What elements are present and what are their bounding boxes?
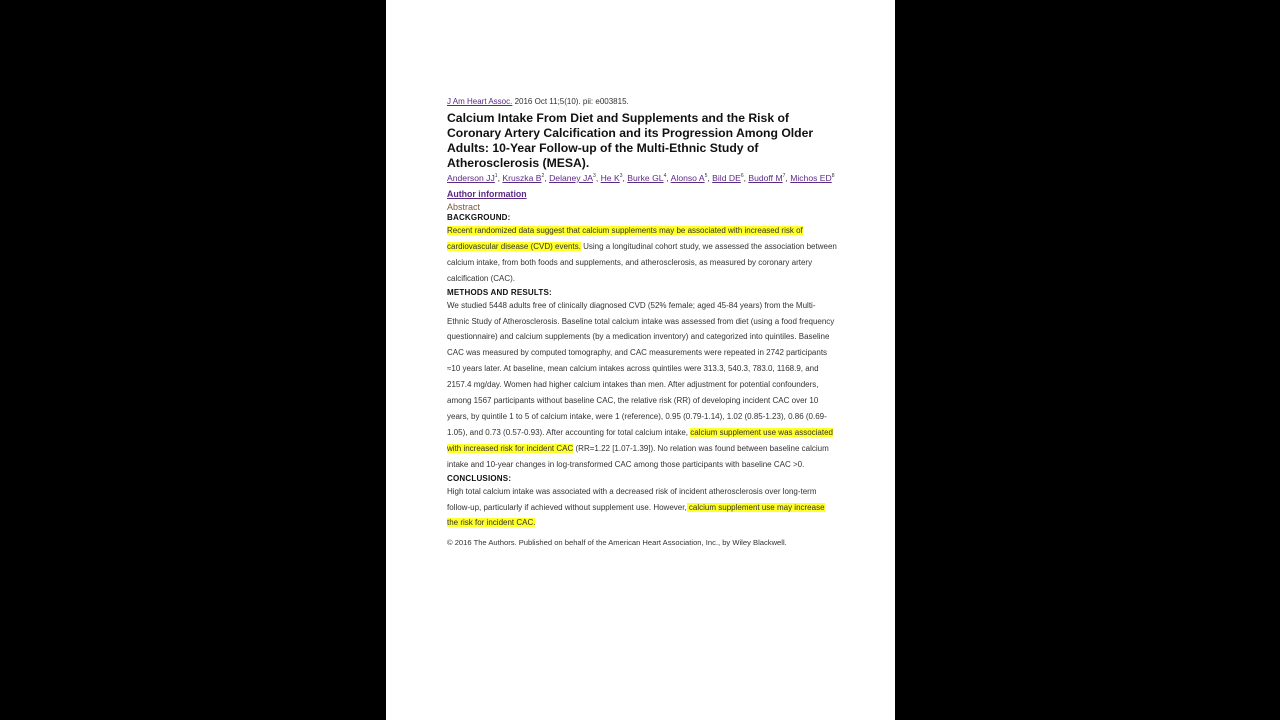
author-affiliation: 1 bbox=[494, 173, 498, 180]
author-link[interactable]: Bild DE bbox=[712, 173, 741, 183]
author-link[interactable]: He K bbox=[600, 173, 620, 183]
author-link[interactable]: Anderson JJ bbox=[447, 173, 495, 183]
copyright-notice: © 2016 The Authors. Published on behalf of the American Heart Association, Inc., by Wiley Blackwell. bbox=[447, 538, 787, 548]
document-page bbox=[386, 0, 895, 720]
background-body: Using a longitudinal cohort study, we assessed the association between calcium intake, from both foods and supplements, and atherosclerosis, as measured by coronary artery calcification (CAC). bbox=[447, 241, 837, 283]
author-link[interactable]: Budoff M bbox=[748, 173, 783, 183]
abstract-content bbox=[447, 96, 837, 548]
author-affiliation: 5 bbox=[704, 173, 708, 180]
conclusions-body: High total calcium intake was associated with a decreased risk of incident atherosclerosis over long-term follow-up, particularly if achieved without supplement use. However, bbox=[447, 486, 817, 512]
author-information-link[interactable]: Author information bbox=[447, 189, 527, 199]
methods-text bbox=[447, 298, 837, 473]
conclusions-highlight: calcium supplement use may increase the risk for incident CAC. bbox=[447, 502, 825, 528]
author-link[interactable]: Alonso A bbox=[670, 173, 705, 183]
author-affiliation: 7 bbox=[782, 173, 786, 180]
article-title: Calcium Intake From Diet and Supplements and the Risk of Coronary Artery Calcification and its Progression Among Older Adults: 10-Year Follow-up of the Multi-Ethnic Study of Atherosclerosis (MESA). bbox=[447, 111, 814, 170]
background-highlight: Recent randomized data suggest that calcium supplements may be associated with increased risk of cardiovascular disease (CVD) events. bbox=[447, 226, 803, 251]
conclusions-text bbox=[447, 484, 837, 532]
abstract-label: Abstract bbox=[447, 202, 481, 212]
citation bbox=[447, 96, 837, 107]
author-affiliation: 4 bbox=[663, 173, 667, 180]
author-affiliation: 3 bbox=[619, 173, 623, 180]
author-affiliation: 6 bbox=[740, 173, 744, 180]
citation-details: 2016 Oct 11;5(10). pii: e003815. bbox=[512, 97, 629, 106]
author-link[interactable]: Delaney JA bbox=[549, 173, 594, 183]
journal-link[interactable]: J Am Heart Assoc. bbox=[447, 97, 513, 106]
author-list: Anderson $JJ^1$, Kruszka $B^2$, Delaney $JA^3$, He $K^3$, Burke $GL^4$, Alonso $A^5$, Bild $DE^6$, Budoff $M^7$, Michos $ED^8$ bbox=[447, 173, 835, 183]
methods-highlight: calcium supplement use was associated with increased risk for incident CAC bbox=[447, 427, 833, 453]
methods-body-1: We studied 5448 adults free of clinically diagnosed CVD (52% female; aged 45-84 years) from the Multi-Ethnic Study of Atherosclerosis. Baseline total calcium intake was assessed from diet (using a food frequency questionnaire) and calcium supplements (by a medication inventory) and categorized into quintiles. Baseline CAC was measured by computed tomography, and CAC measurements were repeated in 2742 participants ≈10 years later. At baseline, mean calcium intakes across quintiles were 313.3, 540.3, 783.0, 1168.9, and 2157.4 mg/day. Women had higher calcium intakes than men. After adjustment for potential confounders, among 1567 participants without baseline CAC, the relative risk (RR) of developing incident CAC over 10 years, by quintile 1 to 5 of calcium intake, were 1 (reference), 0.95 (0.79-1.14), 1.02 (0.85-1.23), 0.86 (0.69-1.05), and 0.73 (0.57-0.93). After accounting for total calcium intake, bbox=[447, 300, 835, 437]
methods-heading: METHODS AND RESULTS: bbox=[447, 287, 552, 297]
methods-body-2: (RR=1.22 [1.07-1.39]). No relation was found between baseline calcium intake and 10-year changes in log-transformed CAC among those participants with baseline CAC >0. bbox=[447, 443, 829, 469]
author-link[interactable]: Kruszka B bbox=[502, 173, 542, 183]
author-affiliation: 8 bbox=[831, 173, 835, 180]
background-heading: BACKGROUND: bbox=[447, 213, 511, 222]
author-affiliation: 3 bbox=[593, 173, 596, 180]
author-link[interactable]: Michos ED bbox=[790, 173, 832, 183]
conclusions-heading: CONCLUSIONS: bbox=[447, 473, 512, 483]
background-text bbox=[447, 223, 837, 287]
author-link[interactable]: Burke GL bbox=[627, 173, 664, 183]
author-affiliation: 2 bbox=[541, 173, 545, 180]
